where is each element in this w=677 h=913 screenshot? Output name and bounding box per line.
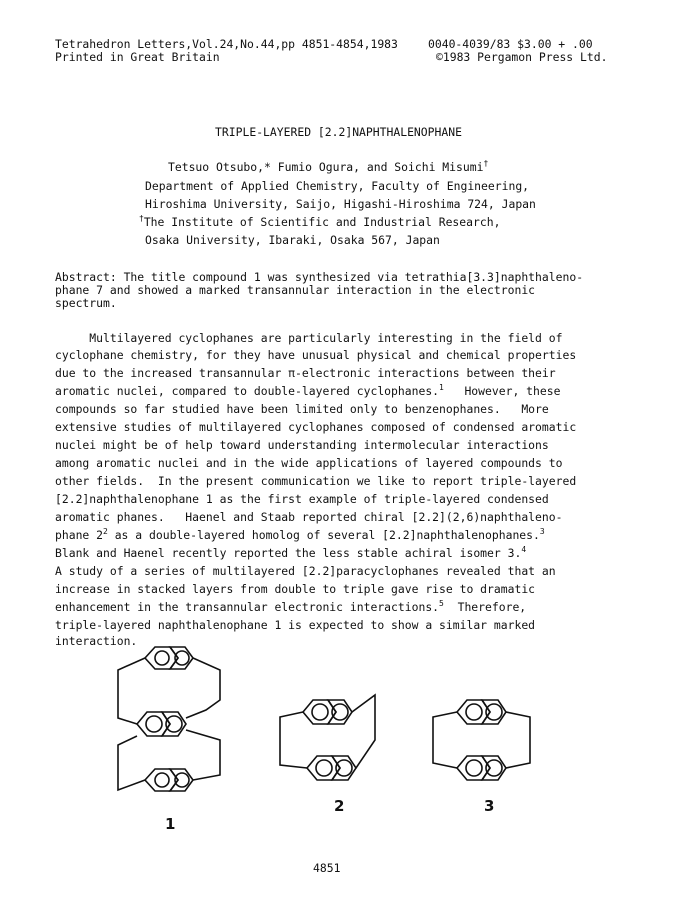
compound-label-2: 2: [334, 797, 345, 815]
aromatic-circle: [466, 704, 482, 720]
aromatic-circle: [336, 760, 352, 776]
ref-superscript: 5: [439, 599, 444, 609]
body-text: aromatic nuclei, compared to double-layered cyclophanes.: [55, 384, 440, 398]
printed-in: Printed in Great Britain: [55, 50, 220, 64]
body-text: However, these: [443, 384, 561, 398]
paper-title: TRIPLE-LAYERED [2.2]NAPHTHALENOPHANE: [215, 125, 462, 139]
body-line: [55, 601, 526, 614]
aromatic-circle: [466, 760, 482, 776]
aromatic-circle: [486, 760, 502, 776]
aromatic-circle: [332, 704, 348, 720]
body-text: phane 2: [55, 528, 104, 542]
affiliation-2-text: The Institute of Scientific and Industrial Research,: [143, 215, 501, 229]
affiliation-1-line-1: Department of Applied Chemistry, Faculty of Engineering,: [145, 179, 530, 193]
body-line: other fields. In the present communication we like to report triple-layered: [55, 474, 577, 488]
bridge: [186, 730, 220, 780]
body-line: extensive studies of multilayered cyclophanes composed of condensed aromatic: [55, 420, 577, 434]
body-line: [55, 547, 526, 560]
body-text: Blank and Haenel recently reported the less stable achiral isomer 3.: [55, 546, 522, 560]
body-line: triple-layered naphthalenophane 1 is expected to show a similar marked: [55, 618, 536, 632]
compound-label-3: 3: [484, 797, 495, 815]
author-names: Tetsuo Otsubo,* Fumio Ogura, and Soichi Misumi: [168, 160, 484, 174]
ref-superscript: 4: [521, 545, 527, 555]
issn-price: 0040-4039/83 $3.00 + .00: [428, 37, 593, 51]
aromatic-circle: [155, 773, 169, 787]
dagger-mark: †: [483, 159, 489, 169]
bridge: [118, 658, 145, 724]
ref-superscript: 2: [103, 527, 108, 537]
abstract-line-1: Abstract: The title compound 1 was synthesized via tetrathia[3.3]naphthaleno-: [55, 270, 584, 284]
body-line: due to the increased transannular π-electronic interactions between their: [55, 366, 556, 380]
dagger-mark-2: †: [139, 214, 144, 224]
aromatic-circle: [155, 651, 169, 665]
body-line: increase in stacked layers from double to triple gave rise to dramatic: [55, 582, 536, 596]
aromatic-circle: [146, 716, 162, 732]
authors: [168, 161, 488, 174]
affiliation-1-line-2: Hiroshima University, Saijo, Higashi-Hiroshima 724, Japan: [145, 197, 536, 211]
bridge: [280, 712, 307, 768]
body-line: [55, 385, 560, 398]
bridge: [433, 712, 457, 768]
bridge: [352, 695, 375, 768]
body-line: compounds so far studied have been limited only to benzenophanes. More: [55, 402, 549, 416]
aromatic-circle: [486, 704, 502, 720]
body-line: [55, 529, 545, 542]
body-text: enhancement in the transannular electronic interactions.: [55, 600, 440, 614]
body-line: A study of a series of multilayered [2.2]paracyclophanes revealed that an: [55, 564, 556, 578]
page-number: 4851: [313, 861, 341, 875]
bridge: [506, 712, 530, 768]
copyright: ©1983 Pergamon Press Ltd.: [436, 50, 608, 64]
affiliation-2-line-1: [139, 216, 500, 229]
ref-superscript: 1: [439, 383, 444, 393]
body-line: [2.2]naphthalenophane 1 as the first example of triple-layered condensed: [55, 492, 549, 506]
structure-1-drawing: [110, 640, 260, 820]
body-line: cyclophane chemistry, for they have unusual physical and chemical properties: [55, 348, 577, 362]
abstract-line-2: phane 7 and showed a marked transannular interaction in the electronic: [55, 283, 536, 297]
bridge: [186, 658, 220, 718]
bridge: [118, 736, 145, 790]
body-line: nuclei might be of help toward understanding intermolecular interactions: [55, 438, 549, 452]
aromatic-circle: [316, 760, 332, 776]
structure-3-drawing: [425, 685, 555, 795]
aromatic-circle: [312, 704, 328, 720]
ref-superscript: 3: [539, 527, 545, 537]
body-text: Therefore,: [443, 600, 527, 614]
body-line: Multilayered cyclophanes are particularly interesting in the field of: [55, 331, 563, 345]
body-line: interaction.: [55, 634, 138, 648]
body-line: aromatic phanes. Haenel and Staab reported chiral [2.2](2,6)naphthaleno-: [55, 510, 563, 524]
affiliation-2-line-2: Osaka University, Ibaraki, Osaka 567, Japan: [145, 233, 440, 247]
aromatic-circle: [166, 716, 182, 732]
body-text: as a double-layered homolog of several [2.2]naphthalenophanes.: [107, 528, 540, 542]
journal-citation: Tetrahedron Letters,Vol.24,No.44,pp 4851-4854,1983: [55, 37, 398, 51]
compound-label-1: 1: [165, 815, 176, 833]
abstract-line-3: spectrum.: [55, 296, 117, 310]
structure-2-drawing: [275, 685, 405, 795]
body-line: among aromatic nuclei and in the wide applications of layered compounds to: [55, 456, 563, 470]
